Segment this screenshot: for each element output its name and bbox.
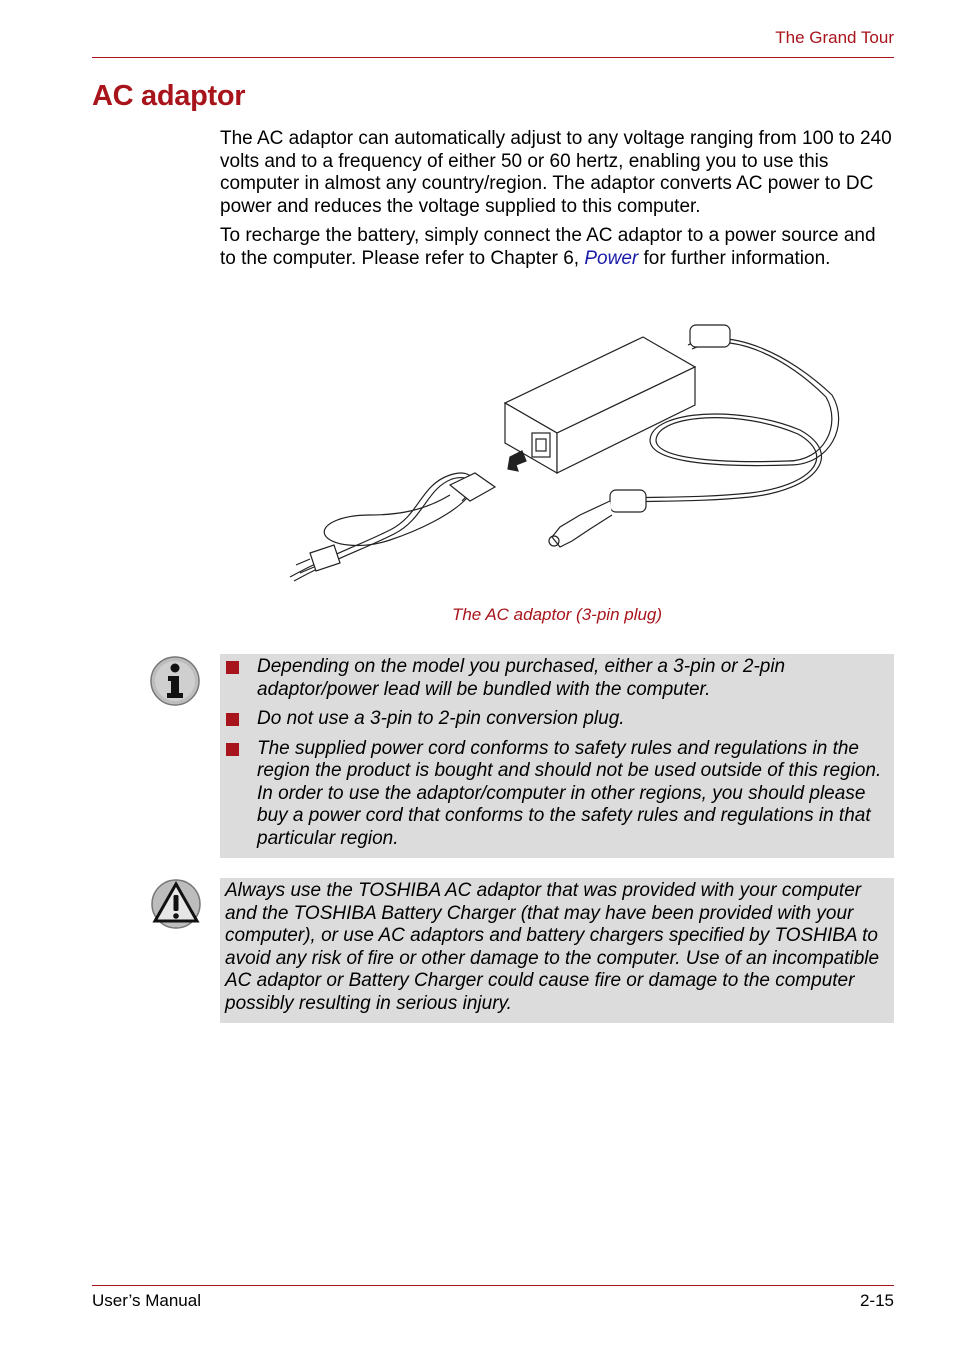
- list-item: [220, 738, 886, 851]
- warning-note-text: Always use the TOSHIBA AC adaptor that was provided with your computer and the TOSHIBA Battery Charger (that may have been provided with your computer), or use AC adaptors and battery chargers specified by TOSHIBA to avoid any risk of fire or other damage to the computer. Use of an incompatible AC adaptor or Battery Charger could cause fire or damage to the computer possibly resulting in serious injury.: [225, 880, 880, 1014]
- bullet-square: [226, 743, 239, 756]
- warning-note: [220, 878, 894, 1023]
- info-note-text: The supplied power cord conforms to safety rules and regulations in the region the product is bought and should not be used outside of this region. In order to use the adaptor/computer in other regions, you should please buy a power cord that conforms to the safety rules and regulations in that particular region.: [257, 737, 882, 849]
- intro-paragraph: The AC adaptor can automatically adjust to any voltage ranging from 100 to 240 volts and to a frequency of either 50 or 60 hertz, enabling you to use this computer in almost any country/region. The adaptor converts AC power to DC power and reduces the voltage supplied to this computer.: [220, 128, 892, 217]
- recharge-paragraph: [220, 225, 894, 270]
- footer-rule: [92, 1285, 894, 1286]
- running-header: The Grand Tour: [775, 28, 894, 47]
- recharge-text: To recharge the battery, simply connect the AC adaptor to a power source and to the computer. Please refer to Chapter 6,: [220, 225, 876, 269]
- page-number: 2-15: [859, 1291, 894, 1310]
- info-icon: [149, 655, 201, 707]
- warning-icon: [150, 878, 202, 930]
- figure-caption: The AC adaptor (3-pin plug): [451, 605, 663, 624]
- footer-manual-title: User’s Manual: [92, 1291, 201, 1310]
- info-note-text: Depending on the model you purchased, either a 3-pin or 2-pin adaptor/power lead will be bundled with the computer.: [257, 656, 786, 700]
- recharge-text-end: for further information.: [638, 247, 831, 269]
- bullet-square: [226, 713, 239, 726]
- info-note-text: Do not use a 3-pin to 2-pin conversion plug.: [257, 708, 625, 729]
- power-chapter-link[interactable]: Power: [584, 247, 639, 269]
- info-note: [220, 654, 894, 858]
- header-rule: [92, 57, 894, 58]
- section-heading: AC adaptor: [92, 80, 246, 112]
- info-note-list: [220, 654, 894, 850]
- list-item: [220, 708, 886, 731]
- list-item: [220, 656, 886, 701]
- ac-adaptor-illustration: [270, 315, 850, 595]
- bullet-square: [226, 661, 239, 674]
